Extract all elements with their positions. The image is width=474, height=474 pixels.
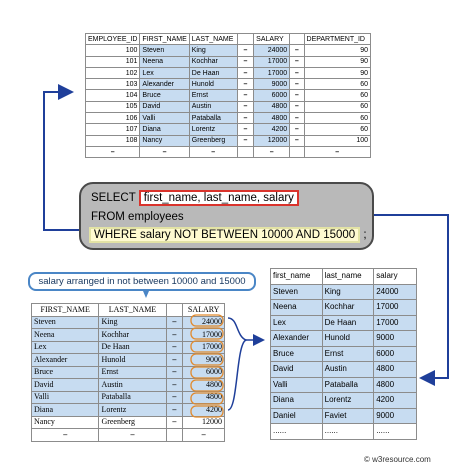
table-row	[32, 316, 225, 329]
header-department-id: DEPARTMENT_ID	[304, 34, 370, 45]
table-row-ellipsis	[32, 429, 225, 442]
table-row	[86, 67, 371, 78]
table-row	[86, 56, 371, 67]
cell-ellipsis: –	[304, 146, 370, 157]
sql-from-line: FROM employees	[91, 211, 184, 223]
cell-salary: 4800	[254, 101, 290, 112]
table-row	[32, 379, 225, 392]
sql-statement-box	[79, 182, 374, 250]
table-row	[86, 101, 371, 112]
cell-last-name: Kochhar	[99, 329, 166, 342]
table-row	[271, 284, 417, 300]
cell-ellipsis: ......	[374, 424, 417, 440]
filter-caption: salary arranged in not between 10000 and 15000	[28, 272, 256, 291]
cell-last-name: Pataballa	[189, 113, 237, 124]
cell-first-name: Lex	[140, 67, 189, 78]
cell-employee-id: 106	[86, 113, 140, 124]
cell-gap: –	[237, 90, 254, 101]
table-row	[32, 391, 225, 404]
cell-first-name: Neena	[140, 56, 189, 67]
table-row	[32, 354, 225, 367]
cell-first-name: David	[140, 101, 189, 112]
cell-first-name: Diana	[140, 124, 189, 135]
sql-terminator: ;	[363, 229, 367, 241]
header-gap	[166, 304, 183, 317]
cell-last-name: Austin	[322, 362, 374, 378]
cell-salary: 4200	[183, 404, 225, 417]
cell-last-name: Greenberg	[99, 416, 166, 429]
cell-first-name: Alexander	[32, 354, 99, 367]
header-first-name: FIRST_NAME	[140, 34, 189, 45]
caption-down-arrow	[143, 291, 149, 298]
cell-ellipsis: ......	[271, 424, 323, 440]
cell-first-name: Neena	[271, 300, 323, 316]
cell-gap: –	[237, 45, 254, 56]
cell-salary: 12000	[254, 135, 290, 146]
cell-gap: –	[290, 67, 304, 78]
cell-last-name: De Haan	[189, 67, 237, 78]
cell-department-id: 90	[304, 67, 370, 78]
cell-ellipsis: –	[183, 429, 225, 442]
header-first-name: FIRST_NAME	[32, 304, 99, 317]
table-row	[86, 45, 371, 56]
cell-salary: 4800	[374, 377, 417, 393]
cell-ellipsis	[166, 429, 183, 442]
cell-ellipsis: –	[99, 429, 166, 442]
cell-ellipsis: –	[140, 146, 189, 157]
cell-gap: –	[166, 379, 183, 392]
cell-salary: 17000	[183, 329, 225, 342]
cell-gap: –	[290, 101, 304, 112]
cell-department-id: 90	[304, 45, 370, 56]
cell-first-name: Daniel	[271, 408, 323, 424]
cell-first-name: Neena	[32, 329, 99, 342]
header-employee-id: EMPLOYEE_ID	[86, 34, 140, 45]
table-row	[271, 300, 417, 316]
table-row	[271, 331, 417, 347]
result-table	[270, 268, 417, 440]
table-row	[271, 408, 417, 424]
cell-first-name: Valli	[271, 377, 323, 393]
employees-header-row	[86, 34, 371, 45]
cell-first-name: Diana	[271, 393, 323, 409]
cell-gap: –	[166, 416, 183, 429]
cell-salary: 17000	[374, 315, 417, 331]
header-last-name: LAST_NAME	[99, 304, 166, 317]
cell-last-name: Ernst	[322, 346, 374, 362]
cell-gap: –	[166, 316, 183, 329]
cell-gap: –	[237, 67, 254, 78]
cell-first-name: Steven	[271, 284, 323, 300]
cell-ellipsis: –	[86, 146, 140, 157]
table-row	[32, 329, 225, 342]
table-row	[86, 79, 371, 90]
cell-ellipsis	[290, 146, 304, 157]
cell-employee-id: 104	[86, 90, 140, 101]
cell-salary: 4800	[183, 379, 225, 392]
cell-department-id: 60	[304, 124, 370, 135]
cell-gap: –	[290, 45, 304, 56]
cell-gap: –	[290, 124, 304, 135]
cell-last-name: Ernst	[189, 90, 237, 101]
cell-salary: 24000	[254, 45, 290, 56]
cell-salary: 6000	[254, 90, 290, 101]
cell-last-name: King	[99, 316, 166, 329]
cell-department-id: 60	[304, 90, 370, 101]
cell-gap: –	[237, 79, 254, 90]
cell-department-id: 100	[304, 135, 370, 146]
employees-table	[85, 33, 371, 158]
cell-last-name: De Haan	[322, 315, 374, 331]
cell-gap: –	[237, 135, 254, 146]
cell-last-name: Pataballa	[322, 377, 374, 393]
cell-salary: 17000	[254, 56, 290, 67]
sql-where-clause: WHERE salary NOT BETWEEN 10000 AND 15000	[89, 227, 360, 243]
cell-last-name: King	[189, 45, 237, 56]
cell-first-name: David	[271, 362, 323, 378]
cell-ellipsis: –	[32, 429, 99, 442]
cell-department-id: 60	[304, 101, 370, 112]
header-last-name: last_name	[322, 269, 374, 285]
table-row	[32, 404, 225, 417]
cell-gap: –	[166, 404, 183, 417]
cell-last-name: Kochhar	[189, 56, 237, 67]
cell-last-name: De Haan	[99, 341, 166, 354]
header-salary: SALARY	[254, 34, 290, 45]
header-first-name: first_name	[271, 269, 323, 285]
cell-last-name: Austin	[189, 101, 237, 112]
cell-gap: –	[237, 124, 254, 135]
cell-gap: –	[237, 101, 254, 112]
cell-last-name: Lorentz	[99, 404, 166, 417]
cell-gap: –	[290, 90, 304, 101]
cell-employee-id: 102	[86, 67, 140, 78]
cell-salary: 4200	[374, 393, 417, 409]
cell-gap: –	[290, 79, 304, 90]
cell-gap: –	[290, 56, 304, 67]
cell-gap: –	[166, 341, 183, 354]
cell-gap: –	[290, 113, 304, 124]
cell-ellipsis: –	[189, 146, 237, 157]
cell-employee-id: 100	[86, 45, 140, 56]
cell-last-name: King	[322, 284, 374, 300]
sql-select-keyword: SELECT	[91, 192, 136, 204]
cell-first-name: Diana	[32, 404, 99, 417]
cell-gap: –	[166, 366, 183, 379]
cell-salary: 4200	[254, 124, 290, 135]
cell-gap: –	[166, 391, 183, 404]
cell-salary: 9000	[254, 79, 290, 90]
table-row-ellipsis	[86, 146, 371, 157]
table-row	[32, 341, 225, 354]
sql-select-line	[91, 192, 299, 204]
cell-employee-id: 107	[86, 124, 140, 135]
sql-selected-columns: first_name, last_name, salary	[139, 190, 299, 206]
cell-last-name: Austin	[99, 379, 166, 392]
cell-gap: –	[237, 113, 254, 124]
cell-ellipsis	[237, 146, 254, 157]
cell-salary: 17000	[254, 67, 290, 78]
cell-salary: 17000	[183, 341, 225, 354]
cell-last-name: Hunold	[99, 354, 166, 367]
cell-employee-id: 108	[86, 135, 140, 146]
table-row-ellipsis	[271, 424, 417, 440]
cell-first-name: Lex	[32, 341, 99, 354]
cell-last-name: Pataballa	[99, 391, 166, 404]
header-gap-2	[290, 34, 304, 45]
table-row	[271, 346, 417, 362]
table-row	[86, 135, 371, 146]
table-row	[271, 393, 417, 409]
cell-first-name: Bruce	[32, 366, 99, 379]
table-row	[86, 90, 371, 101]
cell-last-name: Kochhar	[322, 300, 374, 316]
cell-first-name: Valli	[140, 113, 189, 124]
cell-last-name: Lorentz	[322, 393, 374, 409]
table-row	[86, 124, 371, 135]
sql-where-line	[89, 229, 367, 241]
cell-employee-id: 101	[86, 56, 140, 67]
cell-salary: 24000	[374, 284, 417, 300]
cell-gap: –	[166, 354, 183, 367]
cell-first-name: Steven	[140, 45, 189, 56]
filtered-salary-table	[31, 303, 225, 442]
cell-ellipsis: –	[254, 146, 290, 157]
filtered-header-row	[32, 304, 225, 317]
cell-first-name: Bruce	[271, 346, 323, 362]
watermark: © w3resource.com	[364, 455, 431, 464]
table-row	[86, 113, 371, 124]
table-row	[271, 315, 417, 331]
cell-salary: 4800	[183, 391, 225, 404]
cell-department-id: 60	[304, 79, 370, 90]
cell-employee-id: 105	[86, 101, 140, 112]
cell-gap: –	[166, 329, 183, 342]
cell-gap: –	[290, 135, 304, 146]
header-gap-1	[237, 34, 254, 45]
cell-first-name: Alexander	[271, 331, 323, 347]
cell-first-name: Nancy	[32, 416, 99, 429]
cell-employee-id: 103	[86, 79, 140, 90]
salary-brace	[228, 318, 246, 410]
cell-salary: 4800	[254, 113, 290, 124]
cell-salary: 17000	[374, 300, 417, 316]
cell-first-name: Alexander	[140, 79, 189, 90]
flow-arrow-to-table	[44, 92, 79, 230]
cell-first-name: Lex	[271, 315, 323, 331]
header-salary: salary	[374, 269, 417, 285]
cell-salary: 6000	[183, 366, 225, 379]
cell-first-name: Steven	[32, 316, 99, 329]
cell-first-name: David	[32, 379, 99, 392]
cell-last-name: Hunold	[189, 79, 237, 90]
cell-salary: 6000	[374, 346, 417, 362]
cell-first-name: Bruce	[140, 90, 189, 101]
cell-last-name: Ernst	[99, 366, 166, 379]
cell-salary: 9000	[183, 354, 225, 367]
cell-last-name: Lorentz	[189, 124, 237, 135]
cell-last-name: Faviet	[322, 408, 374, 424]
header-last-name: LAST_NAME	[189, 34, 237, 45]
cell-salary: 9000	[374, 408, 417, 424]
cell-salary: 24000	[183, 316, 225, 329]
cell-salary: 9000	[374, 331, 417, 347]
header-salary: SALARY	[183, 304, 225, 317]
cell-first-name: Valli	[32, 391, 99, 404]
cell-last-name: Hunold	[322, 331, 374, 347]
cell-salary: 4800	[374, 362, 417, 378]
table-row	[271, 362, 417, 378]
cell-first-name: Nancy	[140, 135, 189, 146]
cell-department-id: 90	[304, 56, 370, 67]
table-row	[32, 366, 225, 379]
cell-last-name: Greenberg	[189, 135, 237, 146]
table-row	[271, 377, 417, 393]
result-header-row	[271, 269, 417, 285]
cell-gap: –	[237, 56, 254, 67]
cell-salary: 12000	[183, 416, 225, 429]
table-row	[32, 416, 225, 429]
cell-department-id: 60	[304, 113, 370, 124]
cell-ellipsis: ......	[322, 424, 374, 440]
